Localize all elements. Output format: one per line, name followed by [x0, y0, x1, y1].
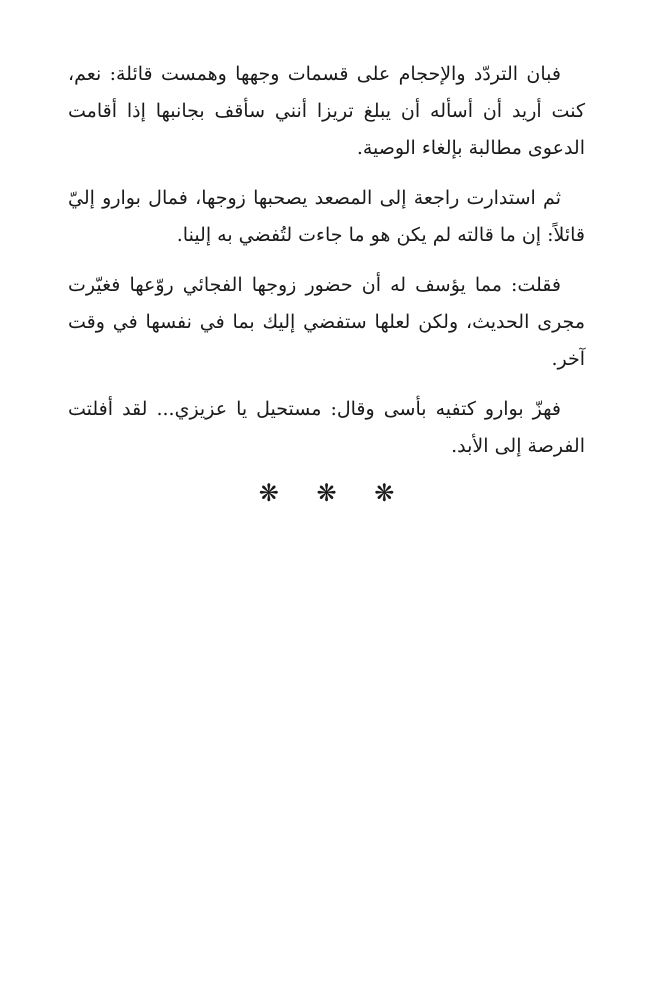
page-content	[68, 56, 585, 508]
paragraph-3: فقلت: مما يؤسف له أن حضور زوجها الفجائي روّعها فغيّرت مجرى الحديث، ولكن لعلها ستفضي إليك بما في نفسها في وقت آخر.	[68, 274, 585, 370]
paragraph-4: فهزّ بوارو كتفيه بأسى وقال: مستحيل يا عزيزي... لقد أفلتت الفرصة إلى الأبد.	[68, 398, 585, 457]
paragraph-1: فبان التردّد والإحجام على قسمات وجهها وهمست قائلة: نعم، كنت أريد أن أسأله أن يبلغ تريزا أنني سأقف بجانبها إذا أقامت الدعوى مطالبة بإلغاء الوصية.	[68, 63, 585, 159]
section-separator	[68, 478, 585, 508]
paragraph-2: ثم استدارت راجعة إلى المصعد يصحبها زوجها، فمال بوارو إليّ قائلاً: إن ما قالته لم يكن هو ما جاءت لتُفضي به إلينا.	[68, 187, 585, 246]
asterism-icon: ❋	[316, 479, 337, 507]
asterism-icon: ❋	[258, 479, 279, 507]
asterism-icon: ❋	[374, 479, 395, 507]
